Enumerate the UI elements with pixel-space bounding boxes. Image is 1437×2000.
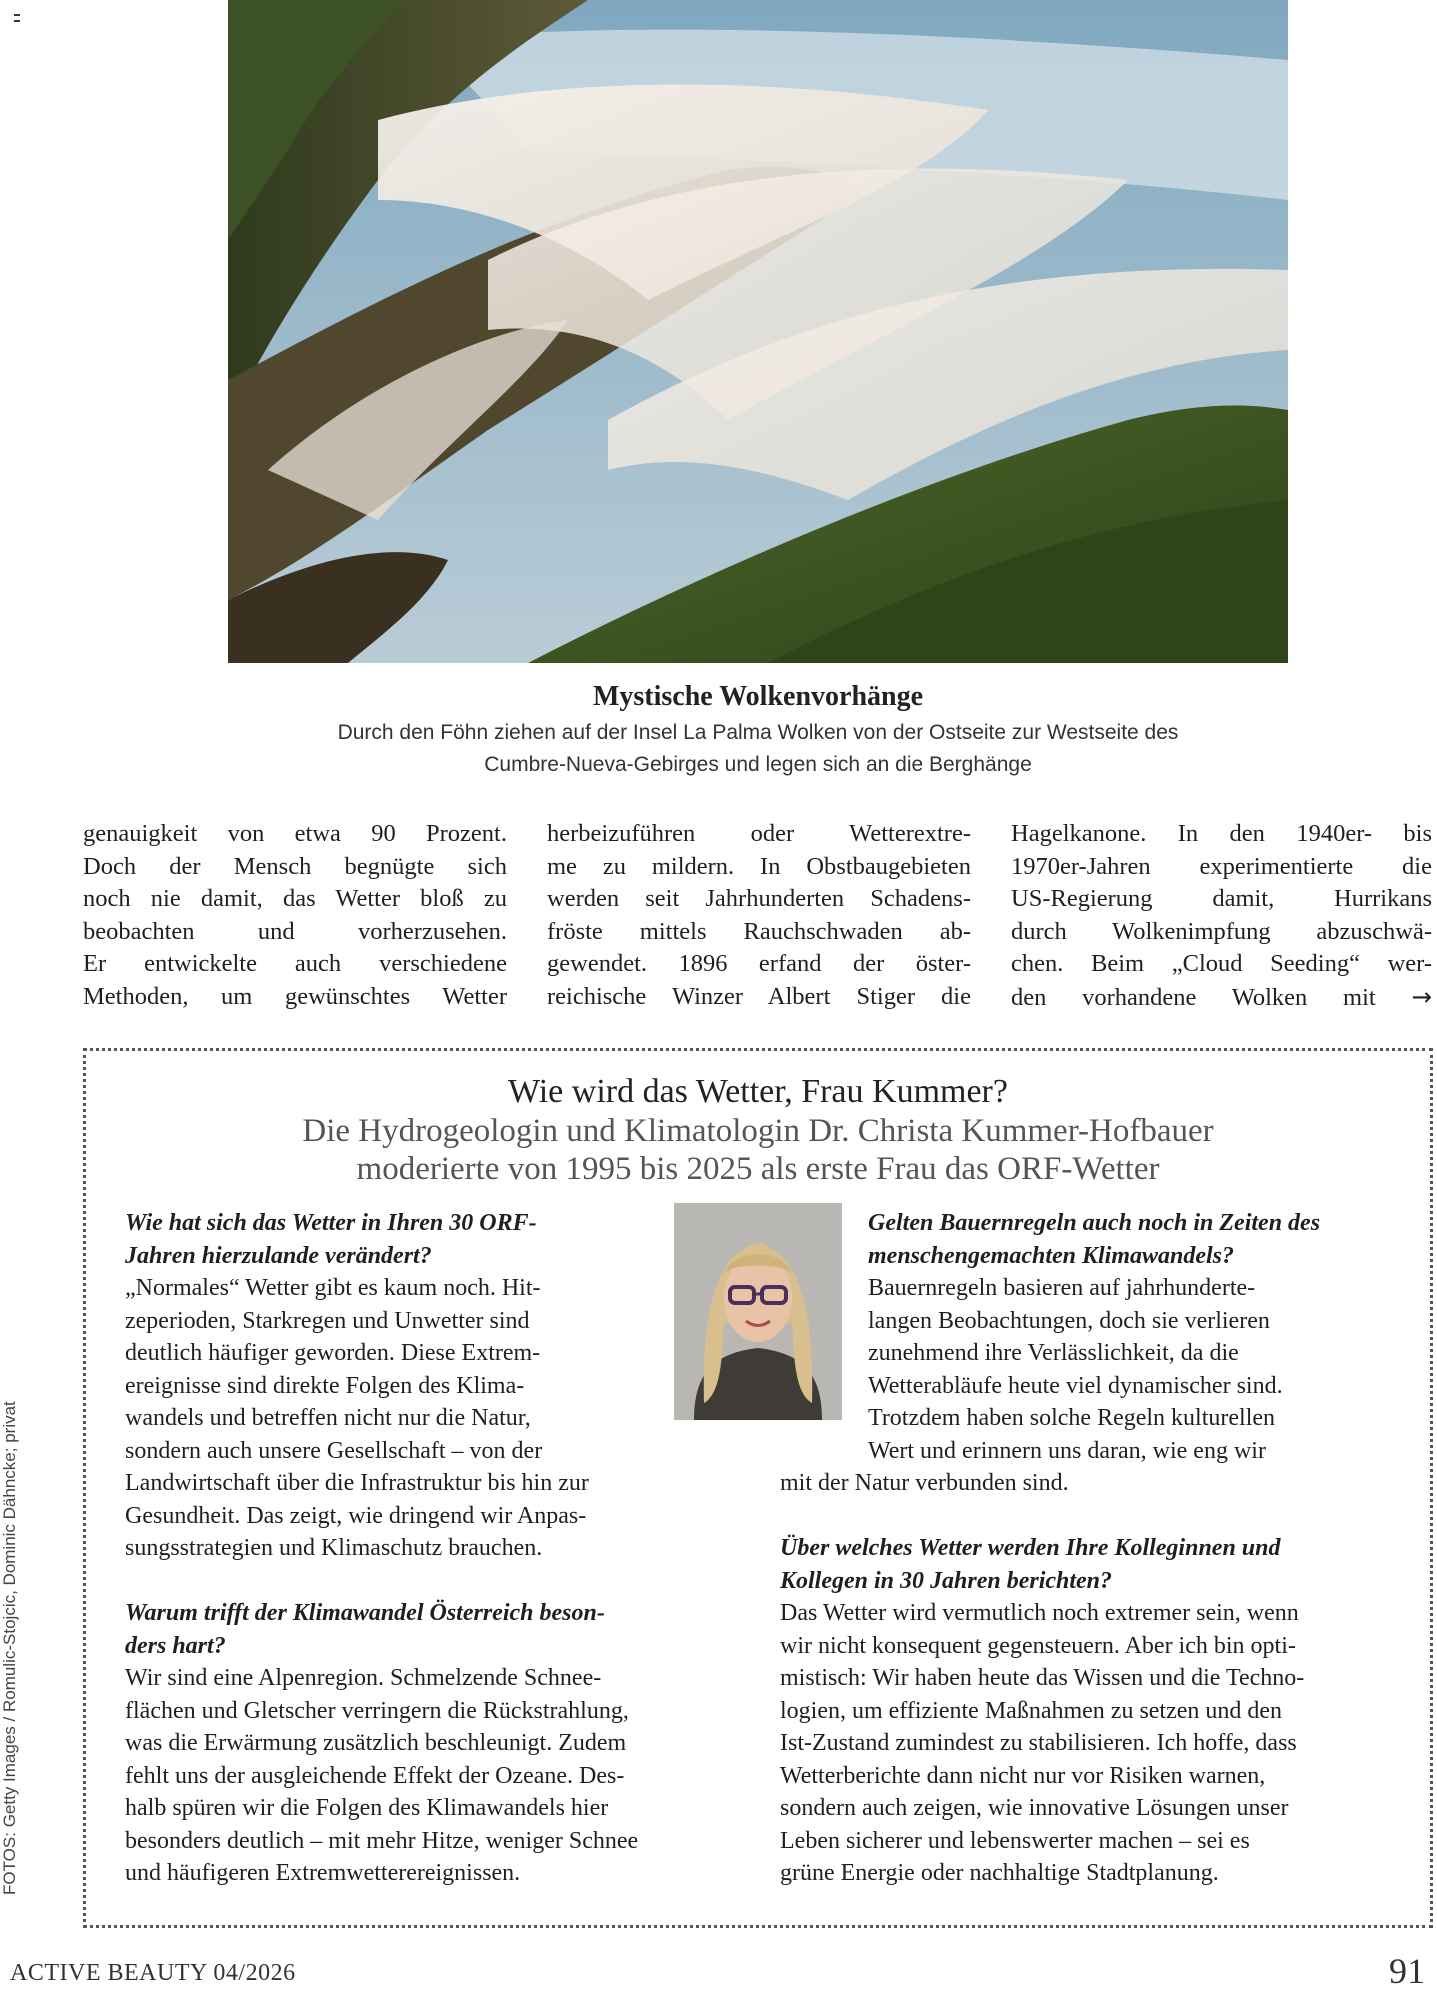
text-line: reichische Winzer Albert Stiger die	[547, 982, 971, 1010]
answer-line: und häufigeren Extremwetterereignissen.	[125, 1860, 521, 1886]
answer-line: Leben sicherer und lebenswerter machen – sei es	[780, 1827, 1250, 1854]
caption-line: Cumbre-Nueva-Gebirges und legen sich an die Berghänge	[484, 753, 1032, 776]
question-line: ders hart?	[125, 1632, 226, 1659]
answer-line: besonders deutlich – mit mehr Hitze, weniger Schnee	[125, 1827, 639, 1854]
answer-line: halb spüren wir die Folgen des Klimawandels hier	[125, 1795, 609, 1821]
answer-3	[868, 1272, 1408, 1467]
answer-line: Das Wetter wird vermutlich noch extremer sein, wenn	[780, 1600, 1299, 1626]
answer-line: flächen und Gletscher verringern die Rückstrahlung,	[125, 1697, 629, 1724]
question-line: Kollegen in 30 Jahren berichten?	[780, 1567, 1113, 1594]
text-line: noch nie damit, das Wetter bloß zu	[83, 885, 507, 912]
question-line: Jahren hierzulande verändert?	[125, 1242, 432, 1269]
answer-line: mistisch: Wir haben heute das Wissen und die Techno-	[780, 1665, 1305, 1691]
question-line: menschengemachten Klimawandels?	[868, 1242, 1235, 1269]
question-line: Wie hat sich das Wetter in Ihren 30 ORF-	[125, 1210, 537, 1236]
answer-line: Landwirtschaft über die Infrastruktur bis hin zur	[125, 1470, 589, 1496]
text-line-last	[1011, 981, 1432, 1014]
answer-line: Wetterberichte dann nicht nur vor Risiken warnen,	[780, 1762, 1266, 1789]
answer-line: fehlt uns der ausgleichende Effekt der Ozeane. Des-	[125, 1762, 625, 1789]
text-line: Doch der Mensch begnügte sich	[83, 852, 507, 880]
subtitle-line: Die Hydrogeologin und Klimatologin Dr. Christa Kummer-Hofbauer	[302, 1113, 1214, 1149]
text-line: fröste mittels Rauchschwaden ab-	[547, 917, 971, 945]
text-line: werden seit Jahrhunderten Schadens-	[547, 885, 971, 912]
photo-credit: FOTOS: Getty Images / Romulic-Stojcic, Dominic Dähncke; privat	[0, 1401, 19, 1895]
answer-line: sungsstrategien und Klimaschutz brauchen.	[125, 1535, 543, 1561]
text-line: genauigkeit von etwa 90 Prozent.	[83, 820, 507, 847]
body-column-2	[547, 818, 971, 1013]
portrait-illustration	[674, 1203, 842, 1420]
answer-4	[780, 1597, 1420, 1890]
question-4	[780, 1532, 1420, 1597]
interview-q3	[868, 1207, 1408, 1467]
question-line: Warum trifft der Klimawandel Österreich beson-	[125, 1600, 605, 1626]
interview-title: Wie wird das Wetter, Frau Kummer?	[508, 1073, 1008, 1110]
question-2	[125, 1597, 765, 1662]
answer-line: logien, um effiziente Maßnahmen zu setzen und den	[780, 1697, 1283, 1724]
caption-line: Durch den Föhn ziehen auf der Insel La Palma Wolken von der Ostseite zur Westseite des	[337, 721, 1179, 744]
answer-3-last-line: mit der Natur verbunden sind.	[780, 1470, 1069, 1496]
interview-q4	[780, 1532, 1420, 1890]
answer-line: Wetterabläufe heute viel dynamischer sind.	[868, 1372, 1283, 1399]
text-line: 1970er-Jahren experimentierte die	[1011, 852, 1432, 880]
answer-line: ereignisse sind direkte Folgen des Klima-	[125, 1372, 525, 1399]
photo-caption-title: Mystische Wolkenvorhänge	[592, 681, 924, 712]
magazine-issue: ACTIVE BEAUTY 04/2026	[10, 1960, 296, 1986]
text-line: chen. Beim „Cloud Seeding“ wer-	[1011, 950, 1432, 977]
corner-crop-mark	[14, 14, 20, 22]
text-line: Methoden, um gewünschtes Wetter	[83, 982, 507, 1010]
answer-2	[125, 1662, 765, 1890]
interview-q2	[125, 1597, 765, 1890]
answer-line: Ist-Zustand zumindest zu stabilisieren. Ich hoffe, dass	[780, 1730, 1297, 1756]
cloud-waterfall-illustration	[228, 0, 1288, 663]
answer-line: wandels und betreffen nicht nur die Natur,	[125, 1405, 531, 1431]
question-3	[868, 1207, 1408, 1272]
text-line: beobachten und vorherzusehen.	[83, 917, 507, 945]
answer-line: grüne Energie oder nachhaltige Stadtplanung.	[780, 1860, 1219, 1886]
answer-line: Wir sind eine Alpenregion. Schmelzende Schnee-	[125, 1665, 602, 1691]
answer-line: deutlich häufiger geworden. Diese Extrem-	[125, 1340, 541, 1366]
text-line: durch Wolkenimpfung abzuschwä-	[1011, 917, 1432, 945]
answer-line: sondern auch unsere Gesellschaft – von der	[125, 1437, 543, 1464]
question-line: Über welches Wetter werden Ihre Kolleginnen und	[780, 1535, 1281, 1561]
page-number: 91	[1389, 1951, 1425, 1991]
answer-line: langen Beobachtungen, doch sie verlieren	[868, 1307, 1270, 1334]
text-line: gewendet. 1896 erfand der öster-	[547, 950, 971, 977]
answer-line: „Normales“ Wetter gibt es kaum noch. Hit-	[125, 1275, 541, 1301]
text-line: me zu mildern. In Obstbaugebieten	[547, 852, 971, 880]
body-column-1	[83, 818, 507, 1013]
answer-line: Gesundheit. Das zeigt, wie dringend wir Anpas-	[125, 1502, 587, 1529]
portrait-photo	[674, 1203, 842, 1420]
answer-line: Wert und erinnern uns daran, wie eng wir	[868, 1437, 1266, 1464]
subtitle-line: moderierte von 1995 bis 2025 als erste Frau das ORF-Wetter	[356, 1151, 1160, 1187]
question-line: Gelten Bauernregeln auch noch in Zeiten des	[868, 1210, 1321, 1236]
text-line-content: den vorhandene Wolken mit	[1011, 983, 1376, 1011]
body-column-3	[1011, 818, 1432, 1013]
answer-line: zeperioden, Starkregen und Unwetter sind	[125, 1307, 530, 1334]
answer-line: Bauernregeln basieren auf jahrhunderte-	[868, 1275, 1256, 1301]
photo-caption-text	[228, 717, 1288, 781]
text-line: Hagelkanone. In den 1940er- bis	[1011, 820, 1432, 847]
interview-q1	[125, 1207, 645, 1565]
question-1	[125, 1207, 645, 1272]
text-line: Er entwickelte auch verschiedene	[83, 950, 507, 977]
answer-line: was die Erwärmung zusätzlich beschleunigt. Zudem	[125, 1730, 627, 1756]
interview-subtitle	[83, 1112, 1433, 1188]
text-line: herbeizuführen oder Wetterextre-	[547, 820, 971, 847]
answer-1	[125, 1272, 645, 1565]
answer-line: zunehmend ihre Verlässlichkeit, da die	[868, 1340, 1239, 1366]
continue-arrow-icon: →	[1411, 981, 1432, 1011]
answer-line: wir nicht konsequent gegensteuern. Aber ich bin opti-	[780, 1632, 1296, 1659]
answer-line: Trotzdem haben solche Regeln kulturellen	[868, 1405, 1276, 1431]
text-line: US-Regierung damit, Hurrikans	[1011, 885, 1432, 912]
answer-line: sondern auch zeigen, wie innovative Lösungen unser	[780, 1795, 1289, 1821]
landscape-photo	[228, 0, 1288, 663]
